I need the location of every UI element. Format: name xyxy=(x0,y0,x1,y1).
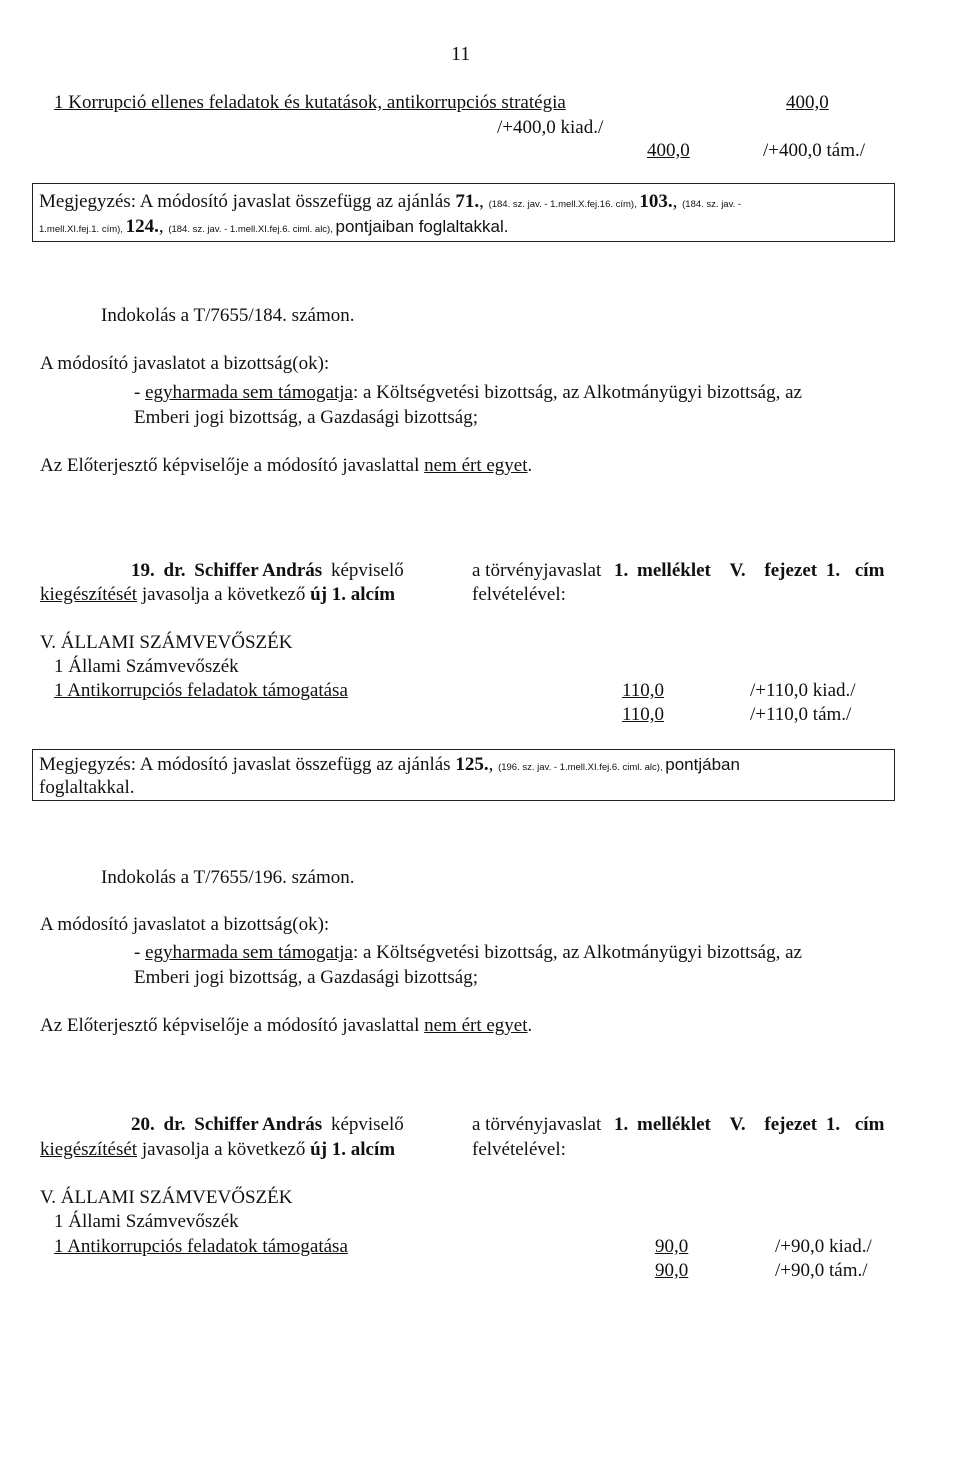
item-20-amount: 90,0 xyxy=(655,1236,689,1257)
note-1-sep: , xyxy=(672,191,683,212)
item-20-subtitle-num: 1. xyxy=(331,1139,347,1160)
note-1-sep: , xyxy=(479,191,489,212)
note-2-line-1 xyxy=(39,754,740,777)
item-20-line: 1 Antikorrupciós feladatok támogatása xyxy=(54,1236,348,1257)
item-20-law: a törvényjavaslat xyxy=(472,1114,602,1135)
note-2-src: (196. sz. jav. - 1.mell.XI.fej.6. ciml. alc), xyxy=(498,762,666,773)
committee-support-2 xyxy=(134,942,802,965)
committee-intro-2: A módosító javaslatot a bizottság(ok): xyxy=(40,914,330,935)
item-19-line: 1 Antikorrupciós feladatok támogatása xyxy=(54,680,348,701)
item-20-subtitle: alcím xyxy=(350,1139,396,1160)
item-20-number: 20. xyxy=(131,1114,155,1135)
top-item-title: 1 Korrupció ellenes feladatok és kutatások, antikorrupciós stratégia xyxy=(54,92,566,113)
note-2-suffix: pontjában xyxy=(665,755,740,774)
period: . xyxy=(527,455,533,476)
presenter-opinion-2: nem ért egyet xyxy=(424,1015,528,1036)
item-20-line-1 xyxy=(131,1114,404,1137)
support-label-1: egyharmada sem támogatja xyxy=(145,382,353,403)
note-box-2 xyxy=(32,749,895,801)
period: . xyxy=(527,1015,533,1036)
note-2-line-2: foglaltakkal. xyxy=(39,777,135,798)
note-1-src-3: 1.mell.XI.fej.1. cím), xyxy=(39,224,126,235)
support-text-2b: Emberi jogi bizottság, a Gazdasági bizottság; xyxy=(134,967,479,988)
presenter-1 xyxy=(40,455,532,478)
note-1-line-1 xyxy=(39,191,741,214)
item-20-line-2 xyxy=(40,1139,395,1162)
note-2-ref-125: 125. xyxy=(455,754,489,775)
item-20-chapter: fejezet xyxy=(764,1114,818,1135)
dash: - xyxy=(134,382,146,403)
item-19-amount: 110,0 xyxy=(622,680,665,701)
support-text-2: : a Költségvetési bizottság, az Alkotmányügyi bizottság, az xyxy=(352,942,802,963)
item-19-annex-num: 1. xyxy=(614,560,629,581)
item-20-amount2: 90,0 xyxy=(655,1260,689,1281)
item-19-role: képviselő xyxy=(330,560,404,581)
item-20-javasolja: javasolja a következő xyxy=(141,1139,306,1160)
item-19-felvetel: felvételével: xyxy=(472,584,566,605)
item-20-annex-num: 1. xyxy=(614,1114,629,1135)
item-19-tam: /+110,0 tám./ xyxy=(750,704,852,725)
note-2-prefix: Megjegyzés: A módosító javaslat összefügg az ajánlás xyxy=(39,754,456,775)
item-19-javasolja: javasolja a következő xyxy=(141,584,306,605)
top-item-amount2: 400,0 xyxy=(647,140,690,161)
item-19-law: a törvényjavaslat xyxy=(472,560,602,581)
presenter-prefix-1: Az Előterjesztő képviselője a módosító javaslattal xyxy=(40,455,425,476)
item-19-sub: 1 Állami Számvevőszék xyxy=(54,656,239,677)
top-item-kiad: /+400,0 kiad./ xyxy=(497,117,604,138)
top-item-tam: /+400,0 tám./ xyxy=(763,140,866,161)
item-19-subtitle-num: 1. xyxy=(331,584,347,605)
item-20-dr: dr. xyxy=(163,1114,186,1135)
presenter-prefix-2: Az Előterjesztő képviselője a módosító javaslattal xyxy=(40,1015,425,1036)
support-label-2: egyharmada sem támogatja xyxy=(145,942,353,963)
item-19-annex: melléklet xyxy=(637,560,711,581)
item-19-dr: dr. xyxy=(163,560,186,581)
indokolas-1: Indokolás a T/7655/184. számon. xyxy=(101,305,355,326)
item-20-kieg: kiegészítését xyxy=(40,1139,138,1160)
item-19-uj: új xyxy=(310,584,328,605)
indokolas-2: Indokolás a T/7655/196. számon. xyxy=(101,867,355,888)
note-box-1 xyxy=(32,183,895,242)
item-20-law-ref xyxy=(472,1114,884,1137)
item-19-title: cím xyxy=(854,560,885,581)
item-19-line-1 xyxy=(131,560,404,583)
page-number: 11 xyxy=(451,43,471,65)
note-2-sep: , xyxy=(488,754,499,775)
item-19-chapter-num: V. xyxy=(729,560,746,581)
note-1-line-2 xyxy=(39,216,508,239)
item-20-chapter-num: V. xyxy=(729,1114,746,1135)
item-19-chapter: fejezet xyxy=(764,560,818,581)
item-20-kiad: /+90,0 kiad./ xyxy=(775,1236,872,1257)
item-19-kiad: /+110,0 kiad./ xyxy=(750,680,856,701)
note-1-ref-103: 103. xyxy=(639,191,673,212)
top-item-amount: 400,0 xyxy=(786,92,829,113)
item-19-law-ref xyxy=(472,560,884,583)
note-1-src-4: (184. sz. jav. - 1.mell.XI.fej.6. ciml. alc), xyxy=(168,224,336,235)
item-20-felvetel: felvételével: xyxy=(472,1139,566,1160)
note-1-ref-124: 124. xyxy=(125,216,159,237)
note-1-src-1: (184. sz. jav. - 1.mell.X.fej.16. cím), xyxy=(488,199,640,210)
item-20-title: cím xyxy=(854,1114,885,1135)
committee-intro-1: A módosító javaslatot a bizottság(ok): xyxy=(40,353,330,374)
item-20-name: Schiffer András xyxy=(194,1114,323,1135)
item-20-role: képviselő xyxy=(330,1114,404,1135)
item-20-heading: V. ÁLLAMI SZÁMVEVŐSZÉK xyxy=(40,1187,293,1208)
item-19-heading: V. ÁLLAMI SZÁMVEVŐSZÉK xyxy=(40,632,293,653)
item-19-kieg: kiegészítését xyxy=(40,584,138,605)
presenter-2 xyxy=(40,1015,532,1038)
item-19-name: Schiffer András xyxy=(194,560,323,581)
note-1-ref-71: 71. xyxy=(455,191,480,212)
dash: - xyxy=(134,942,146,963)
item-19-amount2: 110,0 xyxy=(622,704,665,725)
note-1-suffix: pontjaiban foglaltakkal. xyxy=(335,217,509,236)
committee-support-1 xyxy=(134,382,802,405)
item-20-sub: 1 Állami Számvevőszék xyxy=(54,1211,239,1232)
support-text-1: : a Költségvetési bizottság, az Alkotmányügyi bizottság, az xyxy=(352,382,802,403)
note-1-prefix: Megjegyzés: A módosító javaslat összefügg az ajánlás xyxy=(39,191,456,212)
item-20-uj: új xyxy=(310,1139,328,1160)
item-19-subtitle: alcím xyxy=(350,584,396,605)
item-20-title-num: 1. xyxy=(825,1114,841,1135)
item-19-number: 19. xyxy=(131,560,155,581)
support-text-1b: Emberi jogi bizottság, a Gazdasági bizottság; xyxy=(134,407,479,428)
note-1-src-2: (184. sz. jav. - xyxy=(682,199,742,210)
item-20-tam: /+90,0 tám./ xyxy=(775,1260,868,1281)
note-1-sep: , xyxy=(158,216,169,237)
presenter-opinion-1: nem ért egyet xyxy=(424,455,528,476)
item-19-line-2 xyxy=(40,584,395,607)
item-20-annex: melléklet xyxy=(637,1114,711,1135)
item-19-title-num: 1. xyxy=(825,560,841,581)
